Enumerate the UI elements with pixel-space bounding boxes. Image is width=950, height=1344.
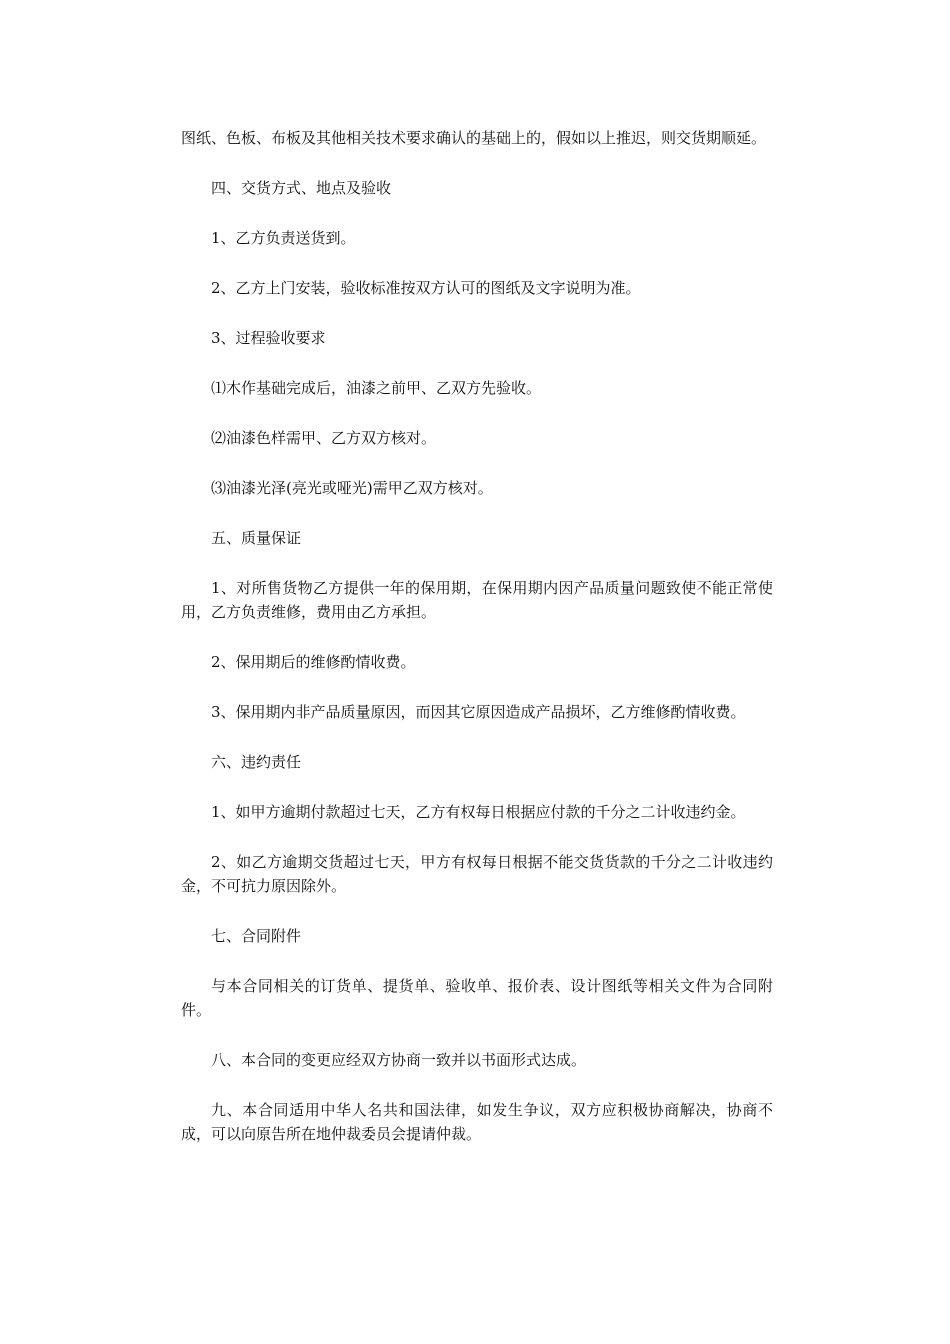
section-heading-attachments: 七、合同附件 bbox=[211, 927, 302, 945]
paragraph-delivery-1: 1、乙方负责送货到。 bbox=[211, 229, 356, 247]
section-heading-quality: 五、质量保证 bbox=[211, 529, 302, 547]
document-body bbox=[181, 126, 773, 1172]
paragraph-liability-1: 1、如甲方逾期付款超过七天，乙方有权每日根据应付款的千分之二计收违约金。 bbox=[211, 803, 746, 821]
paragraph-delivery-2: 2、乙方上门安装，验收标准按双方认可的图纸及文字说明为准。 bbox=[211, 279, 641, 297]
paragraph-attachments: 与本合同相关的订货单、提货单、验收单、报价表、设计图纸等相关文件为合同附件。 bbox=[181, 977, 773, 1019]
section-heading-governing-law: 九、本合同适用中华人名共和国法律，如发生争议，双方应积极协商解决，协商不成，可以向原告所在地仲裁委员会提请仲裁。 bbox=[181, 1101, 773, 1143]
paragraph-inspection-3: ⑶油漆光泽(亮光或哑光)需甲乙双方核对。 bbox=[211, 479, 493, 497]
paragraph-quality-1: 1、对所售货物乙方提供一年的保用期，在保用期内因产品质量问题致使不能正常使用，乙方负责维修，费用由乙方承担。 bbox=[181, 579, 773, 621]
paragraph-quality-3: 3、保用期内非产品质量原因，而因其它原因造成产品损坏，乙方维修酌情收费。 bbox=[211, 703, 746, 721]
paragraph-inspection-2: ⑵油漆色样需甲、乙方双方核对。 bbox=[211, 429, 437, 447]
paragraph-delivery-3: 3、过程验收要求 bbox=[211, 329, 326, 347]
paragraph-quality-2: 2、保用期后的维修酌情收费。 bbox=[211, 653, 416, 671]
paragraph-inspection-1: ⑴木作基础完成后，油漆之前甲、乙双方先验收。 bbox=[211, 379, 542, 397]
section-heading-liability: 六、违约责任 bbox=[211, 753, 302, 771]
section-heading-amendment: 八、本合同的变更应经双方协商一致并以书面形式达成。 bbox=[211, 1051, 587, 1069]
paragraph-delivery-continuation: 图纸、色板、布板及其他相关技术要求确认的基础上的，假如以上推迟，则交货期顺延。 bbox=[181, 129, 767, 147]
section-heading-delivery: 四、交货方式、地点及验收 bbox=[211, 179, 392, 197]
paragraph-liability-2: 2、如乙方逾期交货超过七天，甲方有权每日根据不能交货货款的千分之二计收违约金，不可抗力原因除外。 bbox=[181, 853, 773, 895]
